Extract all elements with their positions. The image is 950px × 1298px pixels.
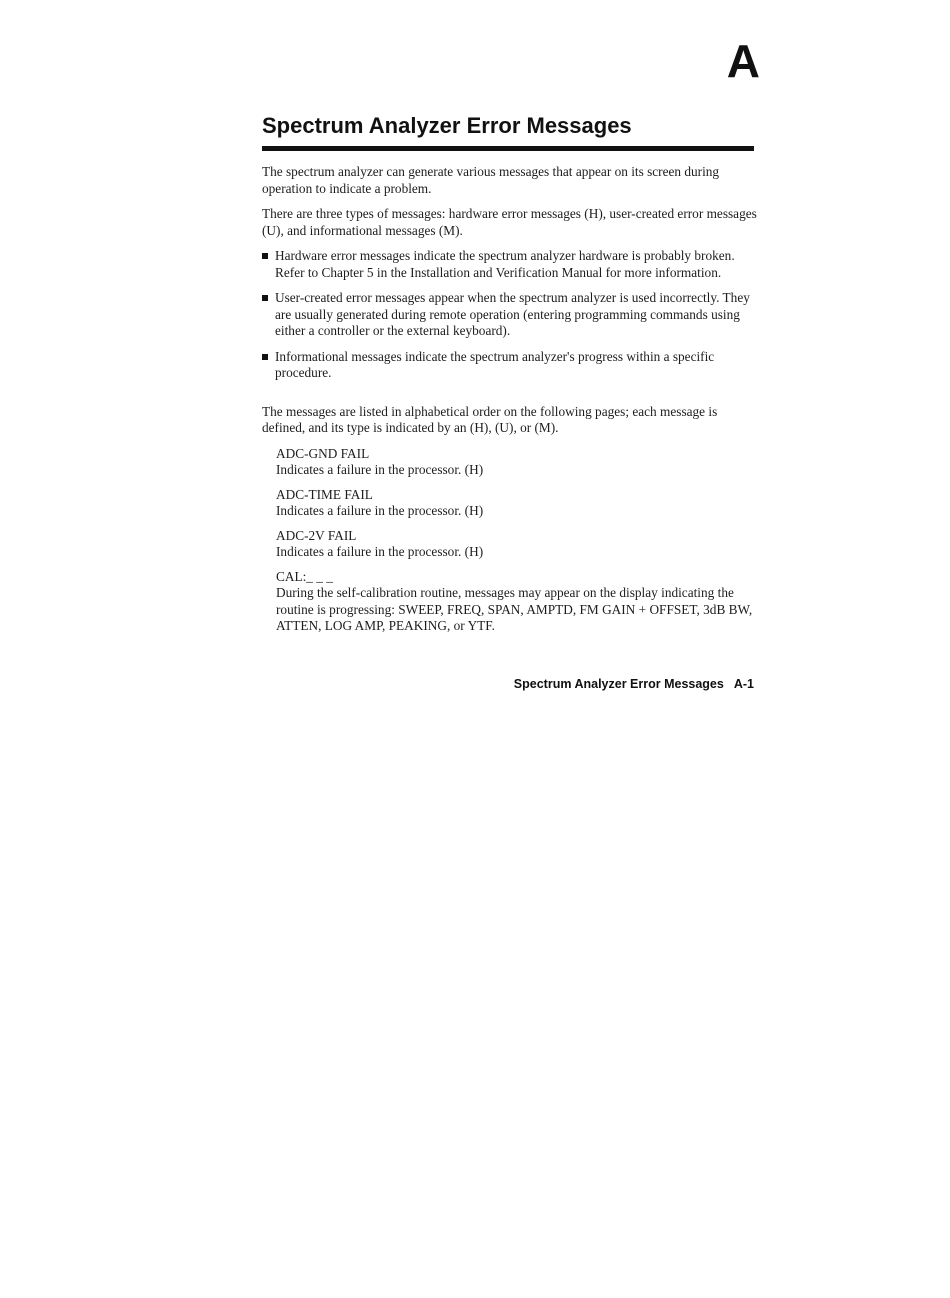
intro-paragraph-1: The spectrum analyzer can generate various messages that appear on its screen during operation to indicate a problem.	[262, 164, 720, 196]
title-rule	[262, 146, 754, 151]
message-entry	[276, 528, 757, 561]
message-code: ADC-2V FAIL	[276, 527, 357, 543]
message-code: CAL:_ _ _	[276, 568, 333, 584]
bullet-text-hardware: Hardware error messages indicate the spectrum analyzer hardware is probably broken. Refer to Chapter 5 in the Installation and Verification Manual for more information.	[275, 248, 735, 280]
square-bullet-icon	[262, 295, 268, 301]
square-bullet-icon	[262, 253, 268, 259]
listing-intro-paragraph: The messages are listed in alphabetical order on the following pages; each message is defined, and its type is indicated by an (H), (U), or (M).	[262, 403, 718, 435]
chapter-letter: A	[726, 35, 760, 87]
message-code: ADC-TIME FAIL	[276, 486, 373, 502]
list-item	[262, 248, 757, 281]
message-entry	[276, 446, 757, 479]
message-description: Indicates a failure in the processor. (H)	[276, 544, 484, 559]
message-description: During the self-calibration routine, messages may appear on the display indicating the routine is progressing: SWEEP, FREQ, SPAN, AMPTD, FM GAIN + OFFSET, 3dB BW, ATTEN, LOG AMP, PEAKING, or YTF.	[276, 585, 753, 633]
footer-section-title: Spectrum Analyzer Error Messages	[513, 677, 724, 691]
bullet-text-informational: Informational messages indicate the spectrum analyzer's progress within a specific procedure.	[275, 348, 715, 380]
list-item	[262, 290, 757, 340]
message-list	[276, 446, 757, 635]
page-title: Spectrum Analyzer Error Messages	[262, 113, 632, 138]
bullet-text-user-created: User-created error messages appear when the spectrum analyzer is used incorrectly. They are usually generated during remote operation (entering programming commands using either a controller or the external keyboard).	[275, 290, 750, 338]
message-description: Indicates a failure in the processor. (H)	[276, 462, 484, 477]
message-code: ADC-GND FAIL	[276, 445, 370, 461]
message-description: Indicates a failure in the processor. (H)	[276, 503, 484, 518]
body-content	[262, 164, 757, 643]
message-entry	[276, 569, 757, 635]
page-footer	[420, 677, 754, 692]
message-entry	[276, 487, 757, 520]
square-bullet-icon	[262, 354, 268, 360]
intro-paragraph-2: There are three types of messages: hardware error messages (H), user-created error messages (U), and informational messages (M).	[262, 206, 757, 238]
footer-page-number: A-1	[733, 677, 754, 691]
message-type-list	[262, 248, 757, 382]
list-item	[262, 349, 757, 382]
